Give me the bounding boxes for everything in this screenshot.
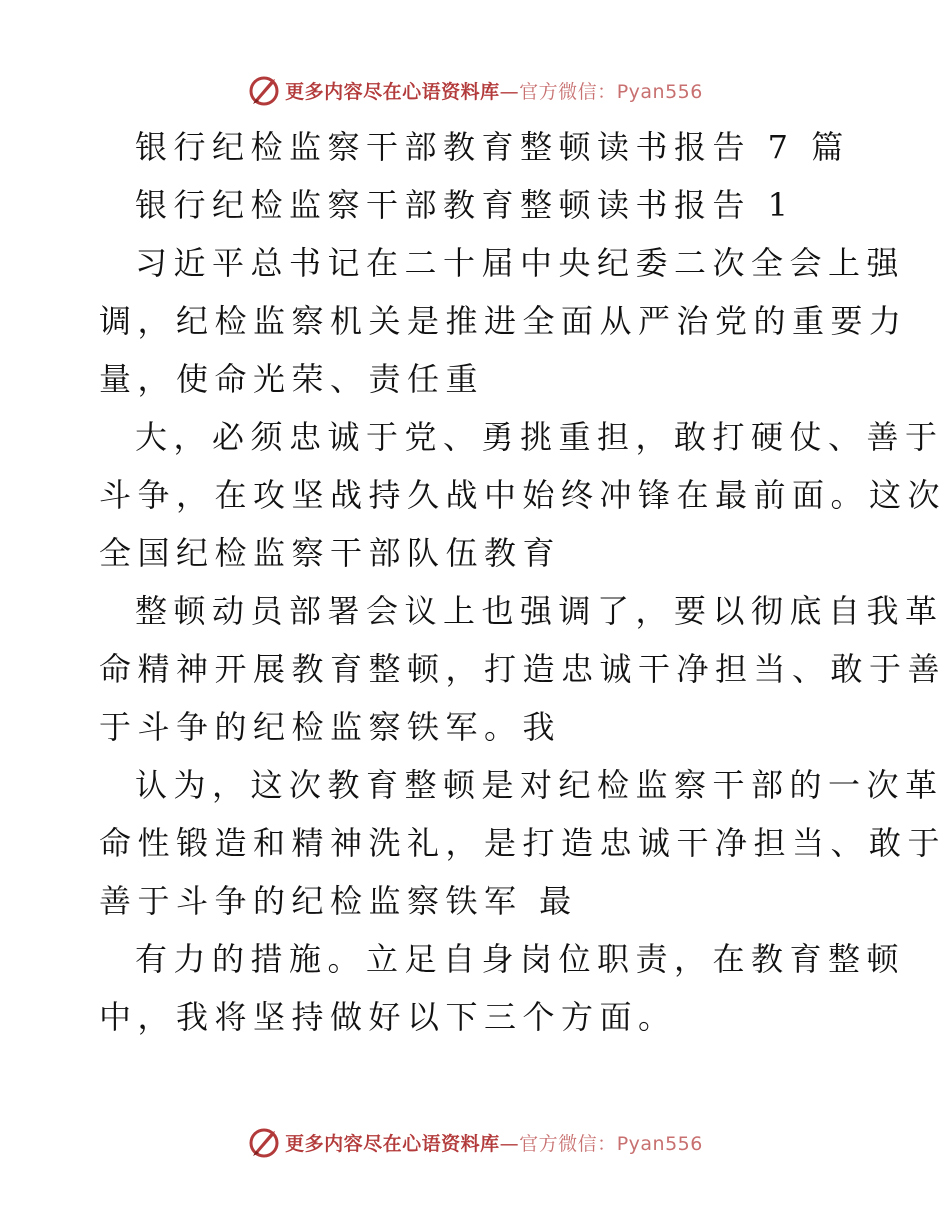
paragraph-line: 于斗争的纪检监察铁军。我 bbox=[99, 708, 562, 746]
paragraph-line: 中，我将坚持做好以下三个方面。 bbox=[99, 998, 677, 1036]
document-subtitle: 银行纪检监察干部教育整顿读书报告 1 bbox=[135, 186, 795, 224]
watermark-wechat-id: Pyan556 bbox=[616, 80, 703, 103]
paragraph-line: 大，必须忠诚于党、勇挑重担，敢打硬仗、善于 bbox=[135, 418, 944, 456]
paragraph-line: 全国纪检监察干部队伍教育 bbox=[99, 534, 562, 572]
paragraph-line: 整顿动员部署会议上也强调了，要以彻底自我革 bbox=[135, 592, 944, 630]
watermark-official-label: 官方微信： bbox=[519, 1132, 617, 1155]
quill-pen-logo-icon bbox=[247, 73, 281, 107]
watermark-wechat-id: Pyan556 bbox=[616, 1132, 703, 1155]
paragraph-line: 有力的措施。立足自身岗位职责，在教育整顿 bbox=[135, 940, 906, 978]
watermark-dash: — bbox=[499, 80, 520, 103]
watermark-official-label: 官方微信： bbox=[519, 80, 617, 103]
paragraph-line: 善于斗争的纪检监察铁军 最 bbox=[99, 882, 578, 920]
header-watermark bbox=[0, 70, 950, 110]
paragraph-line: 调，纪检监察机关是推进全面从严治党的重要力 bbox=[99, 302, 908, 340]
paragraph-line: 认为，这次教育整顿是对纪检监察干部的一次革 bbox=[135, 766, 944, 804]
watermark-dash: — bbox=[499, 1132, 520, 1155]
paragraph-line: 量，使命光荣、责任重 bbox=[99, 360, 485, 398]
watermark-site-text: 更多内容尽在心语资料库 bbox=[285, 80, 500, 103]
document-title: 银行纪检监察干部教育整顿读书报告 7 篇 bbox=[135, 128, 850, 166]
watermark-site-text: 更多内容尽在心语资料库 bbox=[285, 1132, 500, 1155]
paragraph-line: 习近平总书记在二十届中央纪委二次全会上强 bbox=[135, 244, 906, 282]
paragraph-line: 命性锻造和精神洗礼，是打造忠诚干净担当、敢于 bbox=[99, 824, 947, 862]
quill-pen-logo-icon bbox=[247, 1125, 281, 1159]
paragraph-line: 斗争，在攻坚战持久战中始终冲锋在最前面。这次 bbox=[99, 476, 947, 514]
paragraph-line: 命精神开展教育整顿，打造忠诚干净担当、敢于善 bbox=[99, 650, 947, 688]
footer-watermark bbox=[0, 1122, 950, 1162]
